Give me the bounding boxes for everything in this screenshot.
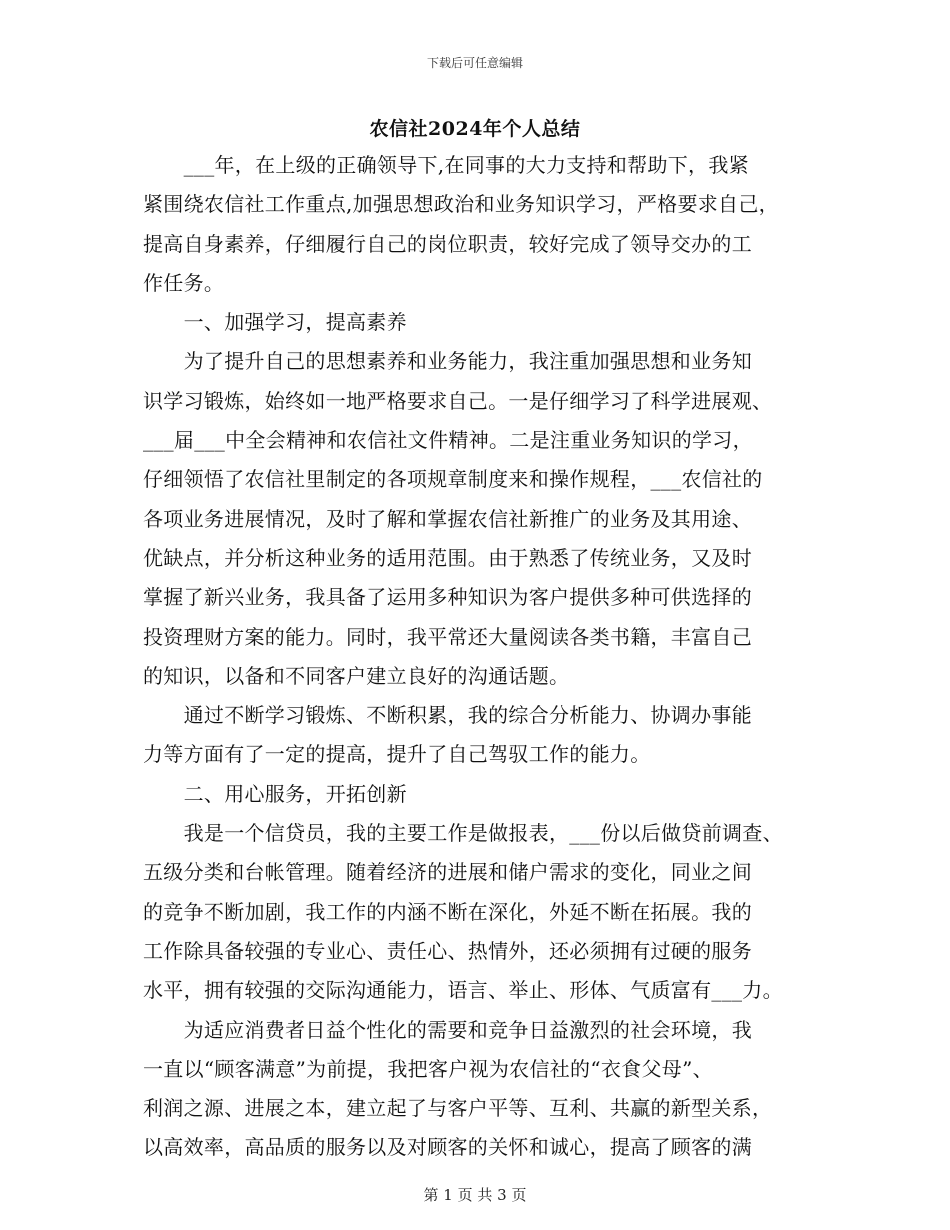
body-line: ___届___中全会精神和农信社文件精神。二是注重业务知识的学习， (143, 428, 753, 453)
section-heading: 二、用心服务，开拓创新 (143, 781, 407, 806)
body-line: 力等方面有了一定的提高，提升了自己驾驭工作的能力。 (143, 742, 651, 767)
body-line: 利润之源、进展之本，建立起了与客户平等、互利、共赢的新型关系， (143, 1096, 773, 1121)
body-line: 我是一个信贷员，我的主要工作是做报表，___份以后做贷前调查、 (143, 821, 783, 846)
body-line: 通过不断学习锻炼、不断积累，我的综合分析能力、协调办事能 (143, 703, 752, 728)
document-title: 农信社2024年个人总结 (369, 118, 581, 140)
body-line: 以高效率，高品质的服务以及对顾客的关怀和诚心，提高了顾客的满 (143, 1135, 752, 1160)
body-line: 水平，拥有较强的交际沟通能力，语言、举止、形体、气质富有___力。 (143, 978, 783, 1003)
body-line: 工作除具备较强的专业心、责任心、热情外，还必须拥有过硬的服务 (143, 938, 752, 963)
body-line: 作任务。 (143, 270, 225, 295)
body-line: 的竞争不断加剧，我工作的内涵不断在深化，外延不断在拓展。我的 (143, 899, 752, 924)
body-line: 五级分类和台帐管理。随着经济的进展和储户需求的变化，同业之间 (143, 860, 752, 885)
body-line: 紧围绕农信社工作重点,加强思想政治和业务知识学习，严格要求自己， (143, 192, 779, 217)
body-line: 掌握了新兴业务，我具备了运用多种知识为客户提供多种可供选择的 (143, 585, 752, 610)
document-body (143, 146, 823, 1168)
body-line: 仔细领悟了农信社里制定的各项规章制度来和操作规程，___农信社的 (143, 467, 763, 492)
body-line: 为了提升自己的思想素养和业务能力，我注重加强思想和业务知 (143, 349, 752, 374)
section-heading: 一、加强学习，提高素养 (143, 310, 407, 335)
body-line: 各项业务进展情况，及时了解和掌握农信社新推广的业务及其用途、 (143, 506, 752, 531)
body-line: 提高自身素养，仔细履行自己的岗位职责，较好完成了领导交办的工 (143, 231, 752, 256)
page-header: 下载后可任意编辑 (426, 56, 523, 70)
body-line: ___年，在上级的正确领导下,在同事的大力支持和帮助下，我紧 (143, 153, 749, 177)
body-line: 优缺点，并分析这种业务的适用范围。由于熟悉了传统业务，又及时 (143, 545, 752, 570)
body-line: 一直以“顾客满意”为前提，我把客户视为农信社的“衣食父母”、 (143, 1056, 713, 1081)
body-line: 投资理财方案的能力。同时，我平常还大量阅读各类书籍，丰富自己 (143, 624, 752, 649)
body-line: 的知识，以备和不同客户建立良好的沟通话题。 (143, 663, 570, 688)
page-footer: 第 1 页 共 3 页 (423, 1186, 527, 1204)
body-line: 为适应消费者日益个性化的需要和竞争日益激烈的社会环境，我 (143, 1017, 752, 1042)
body-line: 识学习锻炼，始终如一地严格要求自己。一是仔细学习了科学进展观、 (143, 388, 773, 413)
